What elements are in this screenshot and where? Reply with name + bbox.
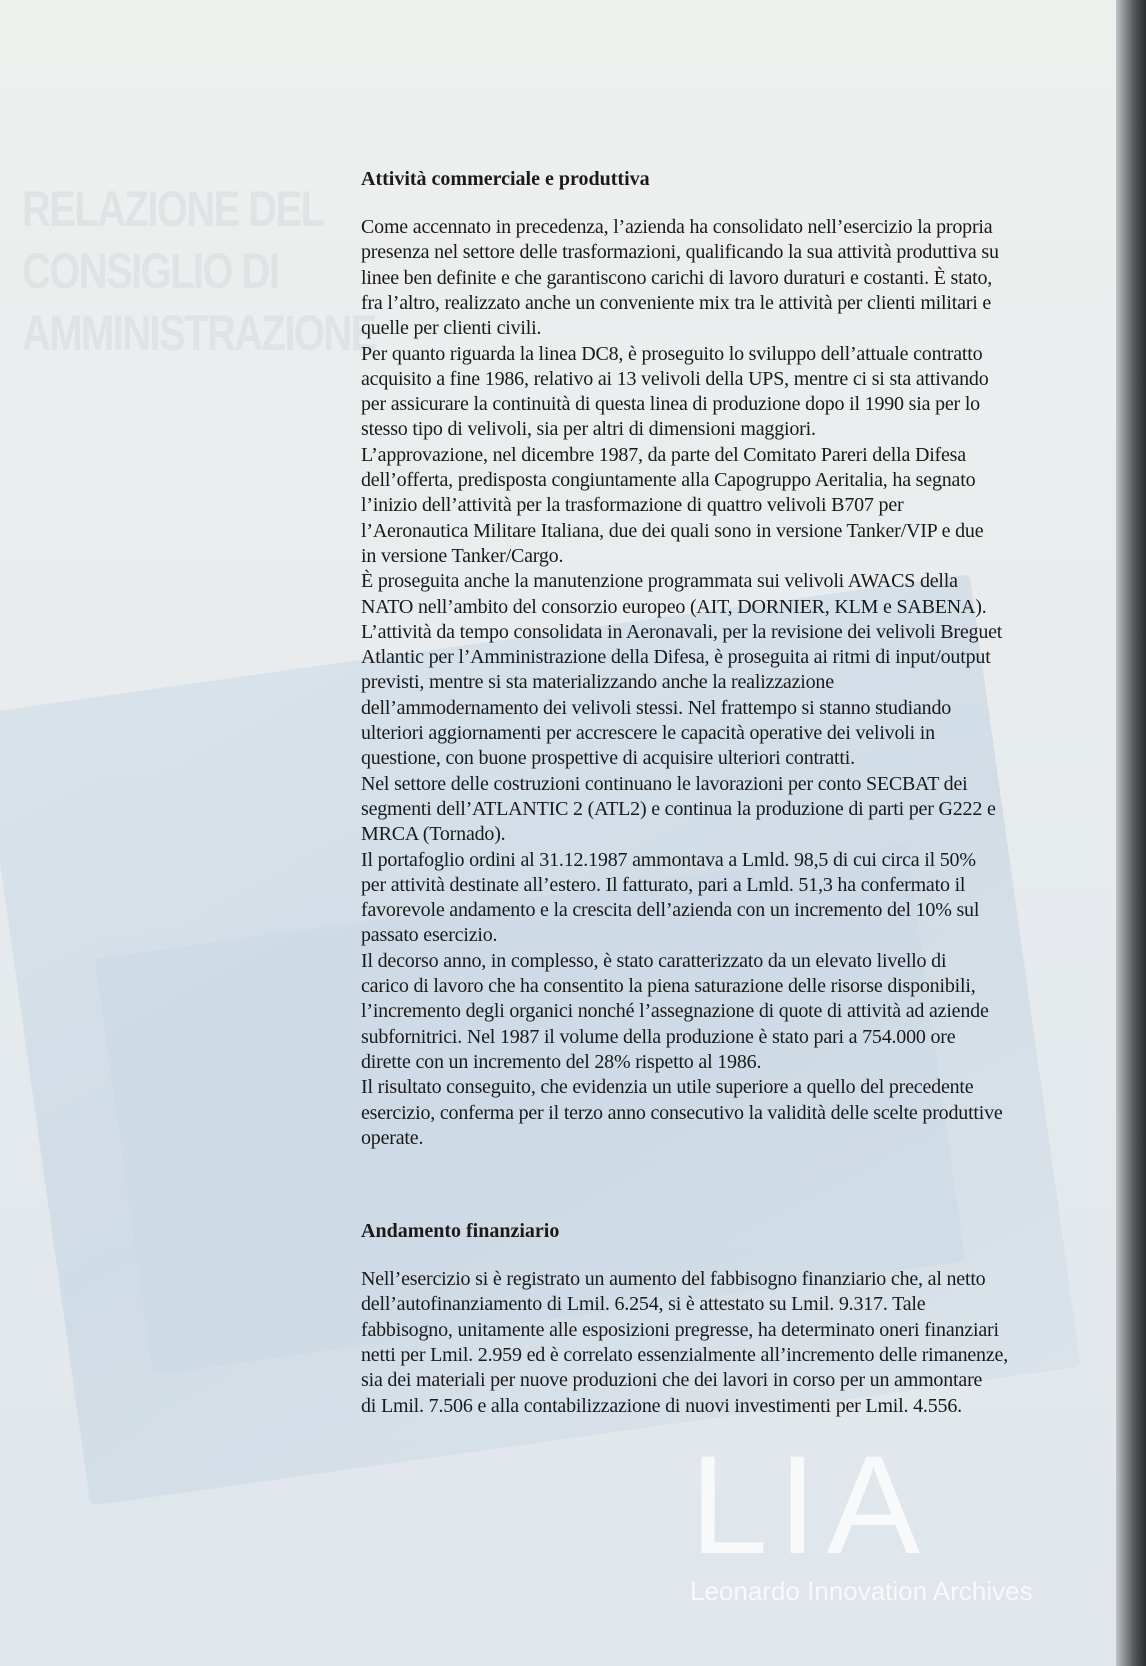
text-line: stesso tipo di velivoli, sia per altri di dimensioni maggiori. <box>361 418 816 441</box>
section-heading: Andamento finanziario <box>361 1220 560 1242</box>
text-line: Il portafoglio ordini al 31.12.1987 ammontava a Lmld. 98,5 di cui circa il 50% <box>361 848 976 871</box>
text-line: dell’ammodernamento dei velivoli stessi. Nel frattempo si stanno studiando <box>361 696 952 719</box>
text-line: favorevole andamento e la crescita dell’azienda con un incremento del 10% sul <box>361 899 980 922</box>
text-line: sia dei materiali per nuove produzioni che dei lavori in corso per un ammontare <box>361 1369 983 1392</box>
text-line: l’incremento degli organici nonché l’assegnazione di quote di attività ad aziende <box>361 1000 989 1023</box>
text-line: netti per Lmil. 2.959 ed è correlato essenzialmente all’incremento delle rimanenze, <box>361 1343 1009 1366</box>
text-line: fra l’altro, realizzato anche un conveniente mix tra le attività per clienti militari e <box>361 291 992 314</box>
text-line: per attività destinate all’estero. Il fatturato, pari a Lmld. 51,3 ha confermato il <box>361 873 966 896</box>
watermark-logo: LIA <box>690 1426 931 1583</box>
text-line: Nel settore delle costruzioni continuano le lavorazioni per conto SECBAT dei <box>361 772 968 795</box>
text-line: per assicurare la continuità di questa linea di produzione dopo il 1990 sia per lo <box>361 393 980 416</box>
background-section-title <box>22 178 376 364</box>
text-line: NATO nell’ambito del consorzio europeo (AIT, DORNIER, KLM e SABENA). <box>361 595 987 618</box>
text-line: L’attività da tempo consolidata in Aeronavali, per la revisione dei velivoli Breguet <box>361 620 1003 643</box>
bg-title-line: CONSIGLIO DI <box>22 243 279 299</box>
watermark <box>690 1426 1110 1640</box>
text-line: quelle per clienti civili. <box>361 317 542 340</box>
text-line: Il risultato conseguito, che evidenzia un utile superiore a quello del precedente <box>361 1076 974 1099</box>
text-line: ulteriori aggiornamenti per accrescere le capacità operative dei velivoli in <box>361 722 935 744</box>
text-line: presenza nel settore delle trasformazioni, qualificando la sua attività produttiva su <box>361 241 999 264</box>
text-line: acquisito a fine 1986, relativo ai 13 velivoli della UPS, mentre ci si sta attivando <box>361 367 989 390</box>
text-line: in versione Tanker/Cargo. <box>361 544 564 567</box>
text-line: Come accennato in precedenza, l’azienda ha consolidato nell’esercizio la propria <box>361 216 993 238</box>
text-line: di Lmil. 7.506 e alla contabilizzazione di nuovi investimenti per Lmil. 4.556. <box>361 1394 962 1417</box>
text-line: Nell’esercizio si è registrato un aumento del fabbisogno finanziario che, al netto <box>361 1268 986 1290</box>
section-heading: Attività commerciale e produttiva <box>361 168 650 190</box>
text-line: l’inizio dell’attività per la trasformazione di quattro velivoli B707 per <box>361 494 904 517</box>
bg-title-line: AMMINISTRAZIONE <box>22 305 376 361</box>
text-line: segmenti dell’ATLANTIC 2 (ATL2) e continua la produzione di parti per G222 e <box>361 797 996 820</box>
bg-title-line: RELAZIONE DEL <box>22 181 324 237</box>
text-line: L’approvazione, nel dicembre 1987, da parte del Comitato Pareri della Difesa <box>361 443 966 466</box>
page-edge <box>1116 0 1146 1666</box>
text-line: dell’autofinanziamento di Lmil. 6.254, si è attestato su Lmil. 9.317. Tale <box>361 1293 926 1316</box>
text-line: Il decorso anno, in complesso, è stato caratterizzato da un elevato livello di <box>361 949 947 972</box>
text-line: carico di lavoro che ha consentito la piena saturazione delle risorse disponibili, <box>361 975 976 997</box>
watermark-text: Leonardo Innovation Archives <box>690 1576 1033 1606</box>
text-line: subfornitrici. Nel 1987 il volume della produzione è stato pari a 754.000 ore <box>361 1025 956 1048</box>
text-line: operate. <box>361 1126 424 1149</box>
text-line: questione, con buone prospettive di acquisire ulteriori contratti. <box>361 747 855 770</box>
text-line: È proseguita anche la manutenzione programmata sui velivoli AWACS della <box>361 570 958 593</box>
text-line: previsti, mentre si sta materializzando anche la realizzazione <box>361 671 834 694</box>
text-line: passato esercizio. <box>361 924 498 947</box>
text-line: l’Aeronautica Militare Italiana, due dei quali sono in versione Tanker/VIP e due <box>361 519 984 542</box>
text-line: Atlantic per l’Amministrazione della Difesa, è proseguita ai ritmi di input/output <box>361 646 991 669</box>
text-line: MRCA (Tornado). <box>361 823 506 846</box>
text-line: dell’offerta, predisposta congiuntamente alla Capogruppo Aeritalia, ha segnato <box>361 469 976 491</box>
text-line: esercizio, conferma per il terzo anno consecutivo la validità delle scelte produttive <box>361 1101 1003 1124</box>
text-line: fabbisogno, unitamente alle esposizioni pregresse, ha determinato oneri finanziari <box>361 1318 999 1341</box>
text-line: Per quanto riguarda la linea DC8, è proseguito lo sviluppo dell’attuale contratto <box>361 342 983 365</box>
text-line: linee ben definite e che garantiscono carichi di lavoro duraturi e costanti. È stato, <box>361 266 993 289</box>
text-line: dirette con un incremento del 28% rispetto al 1986. <box>361 1050 762 1073</box>
